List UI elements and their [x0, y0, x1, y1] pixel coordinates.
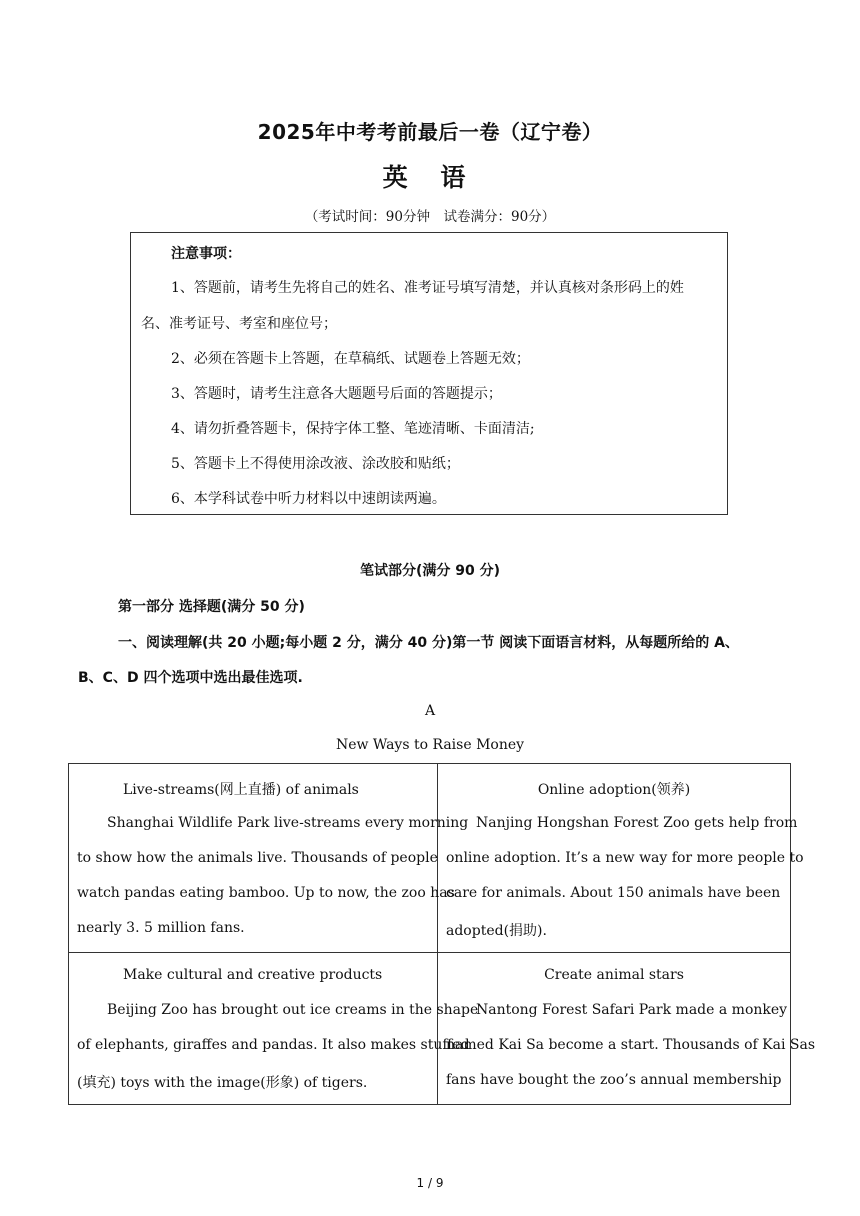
- subject-title: 英 语: [382, 163, 478, 192]
- notice-item: 6、本学科试卷中听力材料以中速朗读两遍。: [171, 491, 446, 507]
- table-cell-creative-products: [69, 953, 479, 1104]
- cell-line: fans have bought the zoo’s annual membership: [446, 1072, 782, 1088]
- page-number: 1 / 9: [416, 1176, 444, 1190]
- cell-line: care for animals. About 150 animals have been: [446, 885, 781, 901]
- passage-title: New Ways to Raise Money: [335, 737, 525, 753]
- notice-item: 5、答题卡上不得使用涂改液、涂改胶和贴纸；: [171, 456, 460, 472]
- cell-line: watch pandas eating bamboo. Up to now, the zoo has: [77, 885, 455, 901]
- cell-heading: Online adoption(领养): [537, 782, 691, 798]
- cell-line: Beijing Zoo has brought out ice creams in the shape: [107, 1002, 479, 1018]
- notice-item: 名、准考证号、考室和座位号；: [141, 316, 337, 332]
- table-cell-animal-stars: [438, 953, 816, 1104]
- cell-line: Nantong Forest Safari Park made a monkey: [476, 1002, 788, 1018]
- cell-line: adopted(捐助).: [446, 923, 547, 939]
- part-one-heading: 第一部分 选择题(满分 50 分): [118, 599, 305, 615]
- notice-item: 4、请勿折叠答题卡，保持字体工整、笔迹清晰、卡面清洁;: [171, 421, 535, 437]
- exam-info: （考试时间：90分钟 试卷满分：90分）: [304, 209, 556, 225]
- cell-line: named Kai Sa become a start. Thousands of Kai Sas: [446, 1037, 816, 1053]
- cell-line: of elephants, giraffes and pandas. It also makes stuffed: [77, 1037, 470, 1053]
- cell-line: to show how the animals live. Thousands of people: [77, 850, 438, 866]
- passage-label: A: [424, 703, 436, 719]
- notice-title: 注意事项：: [171, 246, 241, 262]
- cell-line: Nanjing Hongshan Forest Zoo gets help from: [476, 815, 798, 831]
- reading-instructions-line2: B、C、D 四个选项中选出最佳选项.: [78, 670, 303, 686]
- cell-heading: Make cultural and creative products: [123, 967, 383, 983]
- exam-title: 2025年中考考前最后一卷（辽宁卷）: [257, 120, 603, 144]
- cell-line: online adoption. It’s a new way for more people to: [446, 850, 804, 866]
- cell-heading: Live-streams(网上直播) of animals: [123, 782, 359, 798]
- cell-line: nearly 3. 5 million fans.: [77, 920, 245, 936]
- table-cell-online-adoption: [438, 764, 804, 952]
- notice-item: 3、答题时，请考生注意各大题题号后面的答题提示；: [171, 386, 502, 402]
- notice-item: 2、必须在答题卡上答题，在草稿纸、试题卷上答题无效；: [171, 351, 530, 367]
- cell-heading: Create animal stars: [544, 967, 684, 983]
- reading-instructions-line1: 一、阅读理解(共 20 小题;每小题 2 分，满分 40 分)第一节 阅读下面语言材料，从每题所给的 A、: [118, 635, 739, 651]
- table-cell-live-streams: [69, 764, 469, 952]
- cell-line: (填充) toys with the image(形象) of tigers.: [77, 1075, 368, 1091]
- ways-table: [68, 763, 816, 1105]
- notice-item: 1、答题前，请考生先将自己的姓名、准考证号填写清楚，并认真核对条形码上的姓: [171, 280, 684, 296]
- cell-line: Shanghai Wildlife Park live-streams every morning: [107, 815, 469, 831]
- written-part-heading: 笔试部分(满分 90 分): [359, 563, 501, 579]
- notice-box: [130, 232, 728, 515]
